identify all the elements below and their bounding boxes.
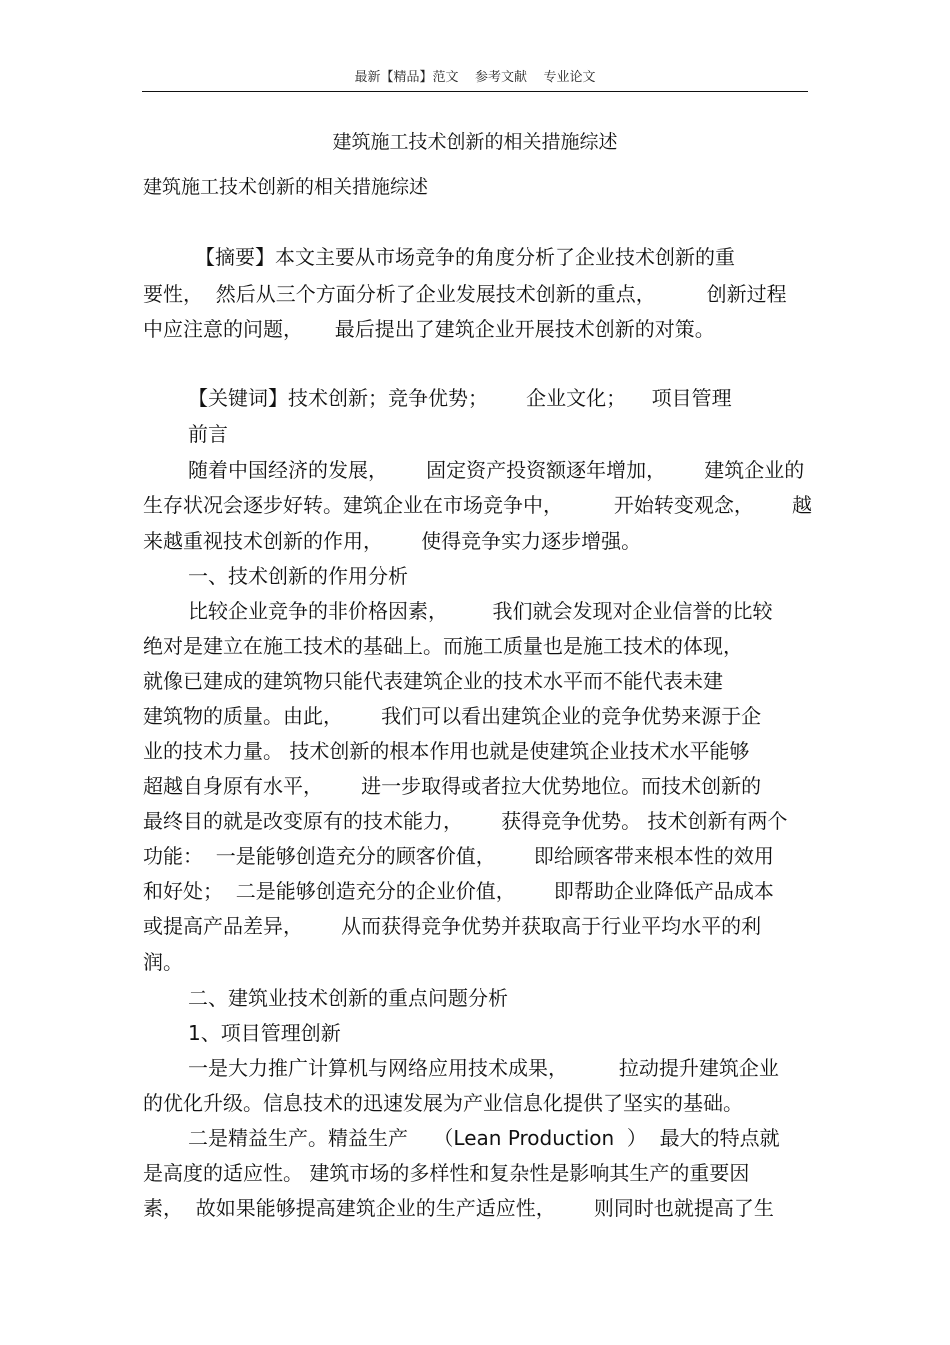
section-heading: 一、技术创新的作用分析 bbox=[188, 564, 408, 588]
page-header: 最新【精品】范文 参考文献 专业论文 bbox=[354, 70, 596, 85]
paragraph-line: 随着中国经济的发展， 固定资产投资额逐年增加， 建筑企业的 bbox=[188, 458, 805, 482]
section-heading: 前言 bbox=[188, 422, 228, 446]
document-title: 建筑施工技术创新的相关措施综述 bbox=[332, 131, 618, 153]
paragraph-line: 润。 bbox=[143, 950, 183, 974]
paragraph-line: 比较企业竞争的非价格因素， 我们就会发现对企业信誉的比较 bbox=[188, 599, 773, 623]
subsection-heading: 1、项目管理创新 bbox=[188, 1021, 341, 1045]
paragraph-line: 和好处； 二是能够创造充分的企业价值， 即帮助企业降低产品成本 bbox=[143, 879, 774, 903]
paragraph-line: 最终目的就是改变原有的技术能力， 获得竞争优势。 技术创新有两个 bbox=[143, 809, 788, 833]
paragraph-line: 的优化升级。信息技术的迅速发展为产业信息化提供了坚实的基础。 bbox=[143, 1091, 743, 1115]
paragraph-line: 就像已建成的建筑物只能代表建筑企业的技术水平而不能代表未建 bbox=[143, 669, 723, 693]
abstract-line: 要性， 然后从三个方面分析了企业发展技术创新的重点， 创新过程 bbox=[143, 282, 787, 306]
paragraph-line: 一是大力推广计算机与网络应用技术成果， 拉动提升建筑企业 bbox=[188, 1056, 779, 1080]
paragraph-line: 建筑物的质量。由此， 我们可以看出建筑企业的竞争优势来源于企 bbox=[143, 704, 762, 728]
paragraph-line: 是高度的适应性。 建筑市场的多样性和复杂性是影响其生产的重要因 bbox=[143, 1161, 750, 1185]
document-subtitle: 建筑施工技术创新的相关措施综述 bbox=[143, 176, 429, 198]
paragraph-line: 超越自身原有水平， 进一步取得或者拉大优势地位。而技术创新的 bbox=[143, 774, 762, 798]
abstract-line: 【摘要】本文主要从市场竞争的角度分析了企业技术创新的重 bbox=[195, 245, 735, 269]
keywords-line: 【关键词】技术创新；竞争优势； 企业文化； 项目管理 bbox=[188, 386, 732, 410]
paragraph-line: 来越重视技术创新的作用， 使得竞争实力逐步增强。 bbox=[143, 529, 642, 553]
paragraph-line: 素， 故如果能够提高建筑企业的生产适应性， 则同时也就提高了生 bbox=[143, 1196, 774, 1220]
paragraph-line: 业的技术力量。 技术创新的根本作用也就是使建筑企业技术水平能够 bbox=[143, 739, 750, 763]
section-heading: 二、建筑业技术创新的重点问题分析 bbox=[188, 986, 508, 1010]
paragraph-line: 功能： 一是能够创造充分的顾客价值， 即给顾客带来根本性的效用 bbox=[143, 844, 774, 868]
paragraph-line: 二是精益生产。精益生产 （Lean Production ） 最大的特点就 bbox=[188, 1126, 780, 1150]
abstract-line: 中应注意的问题， 最后提出了建筑企业开展技术创新的对策。 bbox=[143, 317, 715, 341]
header-rule bbox=[142, 91, 808, 92]
paragraph-line: 生存状况会逐步好转。建筑企业在市场竞争中， 开始转变观念， 越 bbox=[143, 493, 813, 517]
paragraph-line: 绝对是建立在施工技术的基础上。而施工质量也是施工技术的体现， bbox=[143, 634, 743, 658]
paragraph-line: 或提高产品差异， 从而获得竞争优势并获取高于行业平均水平的利 bbox=[143, 914, 762, 938]
